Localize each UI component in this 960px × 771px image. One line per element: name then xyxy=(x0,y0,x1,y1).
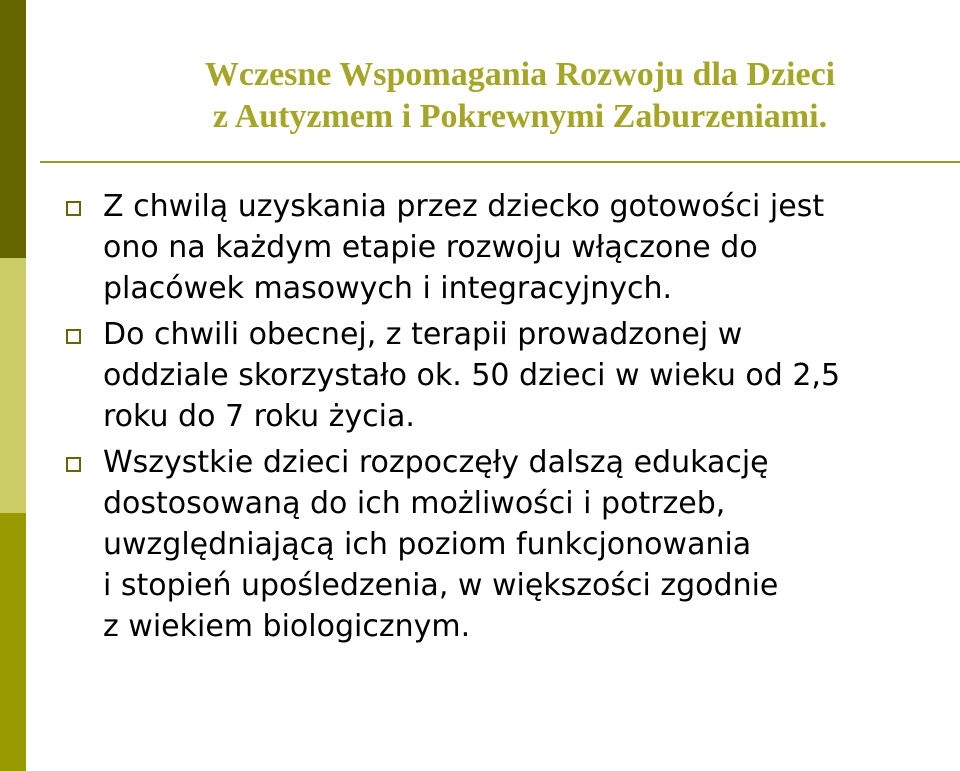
side-bar-top-segment xyxy=(0,0,26,258)
side-bar-middle-segment xyxy=(0,258,26,513)
bullet-item-2 xyxy=(66,314,956,437)
bullet-text-3 xyxy=(103,442,956,647)
bullet-text-1 xyxy=(103,186,956,309)
bullet-item-3 xyxy=(66,442,956,647)
slide-title xyxy=(100,54,940,138)
bullet-3-line-5: z wiekiem biologicznym. xyxy=(103,609,471,644)
bullet-1-line-3: placówek masowych i integracyjnych. xyxy=(103,271,673,306)
bullet-3-line-3: uwzględniającą ich poziom funkcjonowania xyxy=(103,527,752,562)
bullet-1-line-1: Z chwilą uzyskania przez dziecko gotowości jest xyxy=(103,189,825,224)
bullet-3-line-2: dostosowaną do ich możliwości i potrzeb, xyxy=(103,486,726,521)
bullet-3-line-4: i stopień upośledzenia, w większości zgodnie xyxy=(103,568,779,603)
bullet-list xyxy=(66,186,956,652)
bullet-3-line-1: Wszystkie dzieci rozpoczęły dalszą edukację xyxy=(103,445,769,480)
slide-title-line-1: Wczesne Wspomagania Rozwoju dla Dzieci xyxy=(204,56,836,93)
bullet-1-line-2: ono na każdym etapie rozwoju włączone do xyxy=(103,230,758,265)
title-divider xyxy=(40,161,960,163)
bullet-2-line-3: roku do 7 roku życia. xyxy=(103,399,415,434)
slide-title-line-2: z Autyzmem i Pokrewnymi Zaburzeniami. xyxy=(212,98,828,135)
bullet-item-1 xyxy=(66,186,956,309)
hollow-square-bullet-icon xyxy=(66,329,81,344)
bullet-text-2 xyxy=(103,314,956,437)
bullet-2-line-1: Do chwili obecnej, z terapii prowadzonej w xyxy=(103,317,743,352)
bullet-2-line-2: oddziale skorzystało ok. 50 dzieci w wieku od 2,5 xyxy=(103,358,841,393)
hollow-square-bullet-icon xyxy=(66,457,81,472)
side-bar-bottom-segment xyxy=(0,513,26,771)
decorative-side-bar xyxy=(0,0,26,771)
hollow-square-bullet-icon xyxy=(66,201,81,216)
